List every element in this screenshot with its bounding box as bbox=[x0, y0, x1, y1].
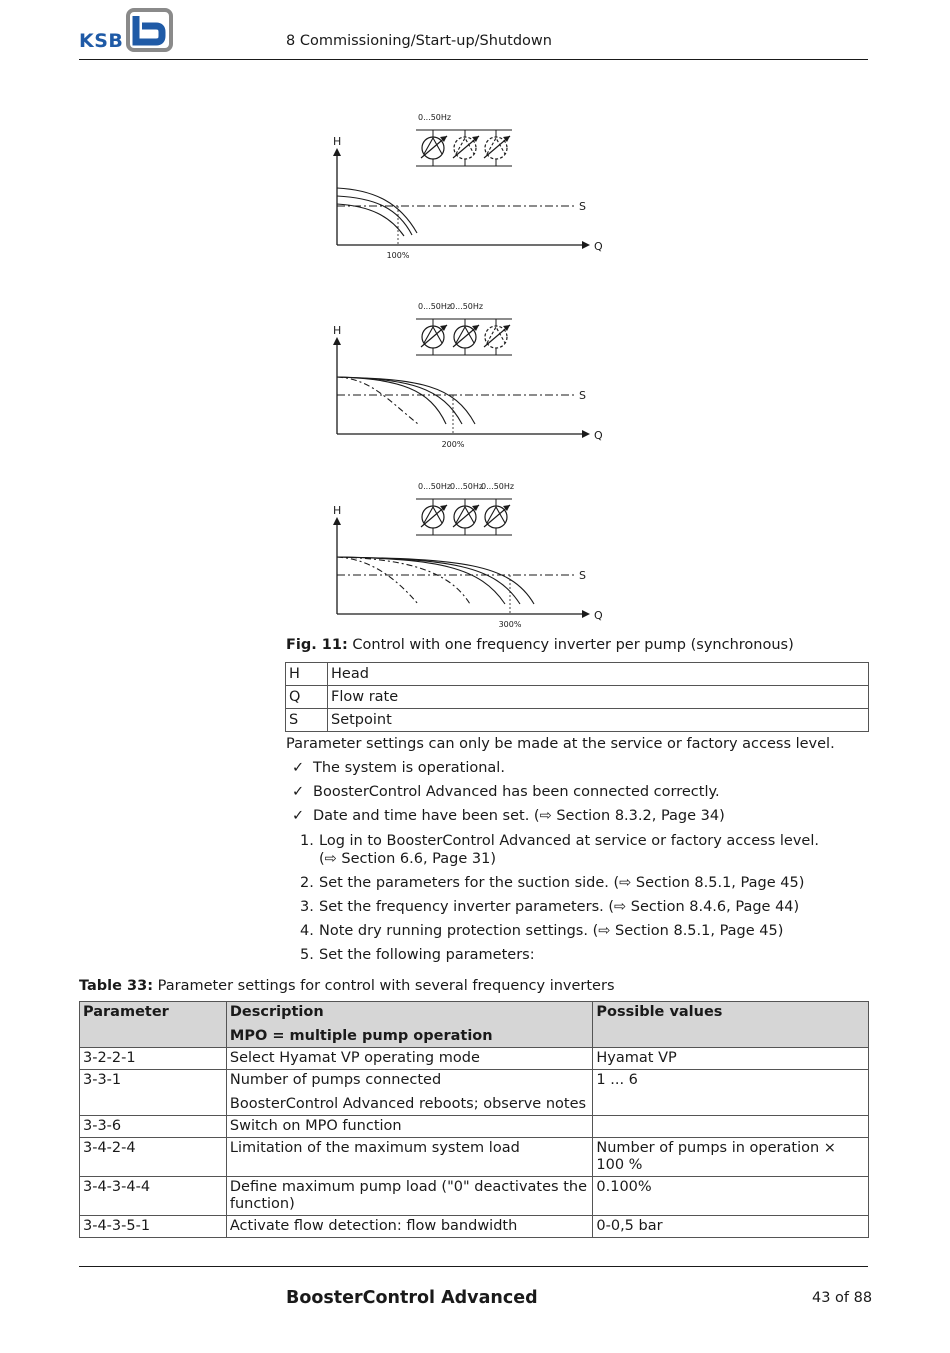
table-label: Table 33: bbox=[79, 978, 154, 994]
column-header-description bbox=[226, 1002, 593, 1048]
pump-triangle bbox=[424, 507, 442, 523]
check-icon: ✓ bbox=[292, 760, 305, 776]
pump-triangle bbox=[456, 138, 474, 154]
frequency-label: 0...50Hz bbox=[450, 482, 484, 491]
step-item bbox=[300, 922, 783, 940]
pump-curve bbox=[337, 377, 462, 424]
h-axis-arrow bbox=[333, 148, 341, 156]
logo-text: KSB bbox=[79, 30, 124, 52]
legend-key: S bbox=[286, 709, 328, 732]
check-text: The system is operational. bbox=[313, 760, 505, 776]
pump-curve-partial bbox=[337, 557, 418, 604]
cell-parameter: 3-4-3-4-4 bbox=[80, 1177, 227, 1216]
table-row bbox=[80, 1070, 869, 1116]
frequency-label: 0...50Hz bbox=[418, 482, 452, 491]
h-axis-label: H bbox=[333, 135, 342, 148]
legend-row bbox=[286, 663, 869, 686]
cell-value: 1 ... 6 bbox=[593, 1070, 869, 1116]
step-item bbox=[300, 832, 819, 868]
flow-label: 100% bbox=[386, 251, 410, 260]
step-text: Note dry running protection settings. (⇨ Section 8.5.1, Page 45) bbox=[319, 923, 784, 939]
footer-product-name: BoosterControl Advanced bbox=[286, 1288, 538, 1308]
q-axis-arrow bbox=[582, 610, 590, 618]
column-header-parameter: Parameter bbox=[80, 1002, 227, 1048]
legend-table bbox=[285, 662, 869, 732]
q-axis-arrow bbox=[582, 241, 590, 249]
cell-parameter: 3-4-2-4 bbox=[80, 1138, 227, 1177]
cell-description: Limitation of the maximum system load bbox=[226, 1138, 593, 1177]
frequency-label: 0...50Hz bbox=[418, 113, 452, 122]
step-number: 4. bbox=[300, 923, 314, 939]
header-rule bbox=[79, 59, 868, 60]
header-description-sub: MPO = multiple pump operation bbox=[229, 1028, 493, 1044]
figure-caption bbox=[286, 637, 794, 653]
step-number: 1. bbox=[300, 833, 314, 849]
setpoint-label: S bbox=[579, 200, 586, 213]
pump-curve bbox=[337, 377, 446, 424]
parameter-table bbox=[79, 1001, 869, 1238]
pump-triangle bbox=[487, 138, 505, 154]
cell-description: Define maximum pump load ("0" deactivates the function) bbox=[226, 1177, 593, 1216]
h-axis-label: H bbox=[333, 324, 342, 337]
check-icon: ✓ bbox=[292, 808, 305, 824]
cell-parameter: 3-4-3-5-1 bbox=[80, 1216, 227, 1238]
flow-label: 200% bbox=[441, 440, 465, 449]
step-item bbox=[300, 874, 804, 892]
cell-description bbox=[226, 1070, 593, 1116]
table-row bbox=[80, 1048, 869, 1070]
setpoint-label: S bbox=[579, 389, 586, 402]
column-header-values: Possible values bbox=[593, 1002, 869, 1048]
table-row bbox=[80, 1177, 869, 1216]
pump-curve bbox=[337, 204, 404, 236]
intro-text: Parameter settings can only be made at the service or factory access level. bbox=[286, 736, 835, 752]
step-number: 3. bbox=[300, 899, 314, 915]
cell-description: Activate flow detection: flow bandwidth bbox=[226, 1216, 593, 1238]
legend-value: Head bbox=[328, 663, 869, 686]
table-row bbox=[80, 1138, 869, 1177]
check-item bbox=[292, 783, 720, 801]
pump-triangle bbox=[456, 507, 474, 523]
cell-value bbox=[593, 1116, 869, 1138]
frequency-label: 0...50Hz bbox=[481, 482, 515, 491]
legend-value: Setpoint bbox=[328, 709, 869, 732]
check-item bbox=[292, 807, 725, 825]
step-item bbox=[300, 898, 799, 916]
pump-curve bbox=[337, 557, 505, 604]
cell-parameter: 3-3-6 bbox=[80, 1116, 227, 1138]
cell-description-line: Number of pumps connected bbox=[229, 1072, 442, 1088]
step-text: Set the parameters for the suction side. (⇨ Section 8.5.1, Page 45) bbox=[319, 875, 805, 891]
legend-key: Q bbox=[286, 686, 328, 709]
table-header-row bbox=[80, 1002, 869, 1048]
cell-value: 0-0,5 bar bbox=[593, 1216, 869, 1238]
table-row bbox=[80, 1216, 869, 1238]
setpoint-label: S bbox=[579, 569, 586, 582]
step-text: Set the frequency inverter parameters. (⇨ Section 8.4.6, Page 44) bbox=[319, 899, 800, 915]
cell-parameter: 3-2-2-1 bbox=[80, 1048, 227, 1070]
pump-curve bbox=[337, 557, 520, 604]
legend-value: Flow rate bbox=[328, 686, 869, 709]
cell-value: Hyamat VP bbox=[593, 1048, 869, 1070]
footer-page-number: 43 of 88 bbox=[812, 1290, 873, 1306]
step-reference: (⇨ Section 6.6, Page 31) bbox=[319, 851, 496, 867]
h-axis-label: H bbox=[333, 504, 342, 517]
figure-label: Fig. 11: bbox=[286, 637, 348, 653]
pump-triangle bbox=[487, 327, 505, 343]
cell-description: Select Hyamat VP operating mode bbox=[226, 1048, 593, 1070]
header-description-label: Description bbox=[229, 1004, 324, 1020]
q-axis-label: Q bbox=[594, 240, 603, 253]
pump-triangle bbox=[487, 507, 505, 523]
pump-triangle bbox=[424, 138, 442, 154]
pump-curve-diagram-1 bbox=[320, 108, 620, 263]
cell-description: Switch on MPO function bbox=[226, 1116, 593, 1138]
footer-rule bbox=[79, 1266, 868, 1267]
pump-triangle bbox=[456, 327, 474, 343]
pump-triangle bbox=[424, 327, 442, 343]
h-axis-arrow bbox=[333, 337, 341, 345]
q-axis-label: Q bbox=[594, 429, 603, 442]
step-number: 2. bbox=[300, 875, 314, 891]
pump-curve-diagram-3 bbox=[320, 477, 620, 632]
table-row bbox=[80, 1116, 869, 1138]
flow-label: 300% bbox=[498, 620, 522, 629]
q-axis-label: Q bbox=[594, 609, 603, 622]
check-icon: ✓ bbox=[292, 784, 305, 800]
cell-parameter: 3-3-1 bbox=[80, 1070, 227, 1116]
chapter-title: 8 Commissioning/Start-up/Shutdown bbox=[286, 33, 552, 49]
cell-value: Number of pumps in operation × 100 % bbox=[593, 1138, 869, 1177]
step-item bbox=[300, 946, 535, 964]
table-caption-text: Parameter settings for control with several frequency inverters bbox=[153, 978, 615, 994]
figure-caption-text: Control with one frequency inverter per pump (synchronous) bbox=[347, 637, 794, 653]
pump-curve-diagram-2 bbox=[320, 297, 620, 452]
table-caption bbox=[79, 978, 615, 994]
frequency-label: 0...50Hz bbox=[450, 302, 484, 311]
check-text: Date and time have been set. (⇨ Section 8.3.2, Page 34) bbox=[313, 808, 725, 824]
legend-key: H bbox=[286, 663, 328, 686]
cell-value: 0.100% bbox=[593, 1177, 869, 1216]
q-axis-arrow bbox=[582, 430, 590, 438]
legend-row bbox=[286, 709, 869, 732]
pump-curve bbox=[337, 188, 417, 233]
legend-row bbox=[286, 686, 869, 709]
step-text: Set the following parameters: bbox=[319, 947, 535, 963]
step-number: 5. bbox=[300, 947, 314, 963]
check-item bbox=[292, 759, 505, 777]
h-axis-arrow bbox=[333, 517, 341, 525]
check-text: BoosterControl Advanced has been connected correctly. bbox=[313, 784, 720, 800]
cell-description-note: BoosterControl Advanced reboots; observe notes bbox=[229, 1096, 587, 1112]
frequency-label: 0...50Hz bbox=[418, 302, 452, 311]
pump-curve bbox=[337, 196, 412, 235]
step-text: Log in to BoosterControl Advanced at service or factory access level. bbox=[319, 833, 819, 849]
